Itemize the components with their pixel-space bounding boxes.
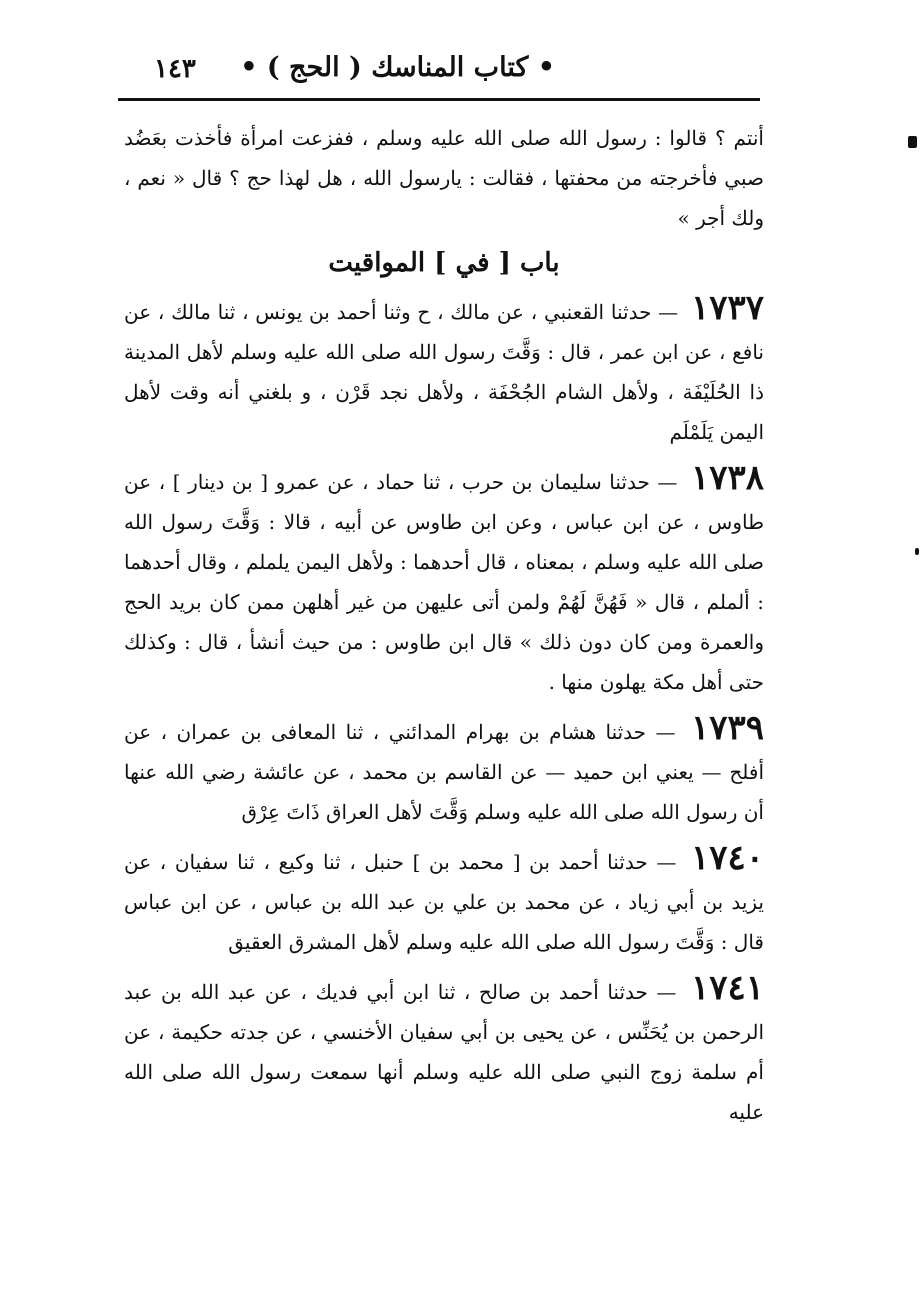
hadith-number: ١٧٤١: [690, 968, 764, 1008]
hadith-text: — حدثنا أحمد بن صالح ، ثنا ابن أبي فديك ، عن عبد الله بن عبد الرحمن بن يُحَنِّس ، عن يحيى بن أبي سفيان الأخنسي ، عن جدته حكيمة ، عن أم سلمة زوج النبي صلى الله عليه وسلم أنها سمعت رسول الله صلى الله عليه: [124, 980, 764, 1124]
hadith-number: ١٧٤٠: [690, 838, 765, 878]
scan-mark: [915, 548, 919, 555]
hadith-text: — حدثنا سليمان بن حرب ، ثنا حماد ، عن عمرو [ بن دينار ] ، عن طاوس ، عن ابن عباس ، وعن ابن طاوس عن أبيه ، قالا : وَقَّتَ رسول الله صلى الله عليه وسلم ، بمعناه ، قال أحدهما : ولأهل اليمن يلملم ، وقال أحدهما : ألملم ، قال « فَهُنَّ لَهُمْ ولمن أتى عليهن من غير أهلهن ممن كان بريد الحج والعمرة ومن كان دون ذلك » قال ابن طاوس : من حيث أنشأ ، قال : وكذلك حتى أهل مكة يهلون منها .: [124, 470, 764, 694]
hadith-number: ١٧٣٧: [690, 288, 764, 328]
hadith-paragraph: [124, 708, 764, 832]
page-body: [124, 118, 764, 1132]
running-title: • كتاب المناسك ( الحج ) •: [240, 52, 555, 83]
header-rule: [118, 98, 760, 101]
hadith-number: ١٧٣٩: [690, 708, 765, 748]
hadith-paragraph: [124, 458, 764, 702]
scan-mark: [908, 136, 917, 148]
paragraph-text: أنتم ؟ قالوا : رسول الله صلى الله عليه وسلم ، ففزعت امرأة فأخذت بعَضُد صبي فأخرجته من محفتها ، فقالت : يارسول الله ، هل لهذا حج ؟ قال « نعم ، ولك أجر »: [124, 126, 764, 230]
hadith-text: — حدثنا هشام بن بهرام المدائني ، ثنا المعافى بن عمران ، عن أفلح — يعني ابن حميد — عن القاسم بن محمد ، عن عائشة رضي الله عنها أن رسول الله صلى الله عليه وسلم وَقَّتَ لأهل العراق ذَاتَ عِرْق: [124, 720, 764, 824]
page-header: [118, 48, 760, 96]
hadith-text: — حدثنا القعنبي ، عن مالك ، ح وثنا أحمد بن يونس ، ثنا مالك ، عن نافع ، عن ابن عمر ، قال : وَقَّتَ رسول الله صلى الله عليه وسلم لأهل المدينة ذا الحُلَيْفَة ، ولأهل الشام الجُحْفَة ، ولأهل نجد قَرْن ، و بلغني أنه وقت لأهل اليمن يَلَمْلَم: [124, 300, 764, 444]
hadith-text: — حدثنا أحمد بن [ محمد بن ] حنبل ، ثنا وكيع ، ثنا سفيان ، عن يزيد بن أبي زياد ، عن محمد بن علي بن عبد الله بن عباس ، عن ابن عباس قال : وَقَّتَ رسول الله صلى الله عليه وسلم لأهل المشرق العقيق: [124, 850, 764, 954]
chapter-heading: باب [ في ] المواقيت: [328, 248, 560, 278]
hadith-number: ١٧٣٨: [690, 458, 764, 498]
hadith-paragraph: [124, 288, 764, 452]
page-number: ١٤٣: [154, 54, 196, 84]
paragraph-continuation: [124, 118, 764, 238]
hadith-paragraph: [124, 968, 764, 1132]
hadith-paragraph: [124, 838, 764, 962]
